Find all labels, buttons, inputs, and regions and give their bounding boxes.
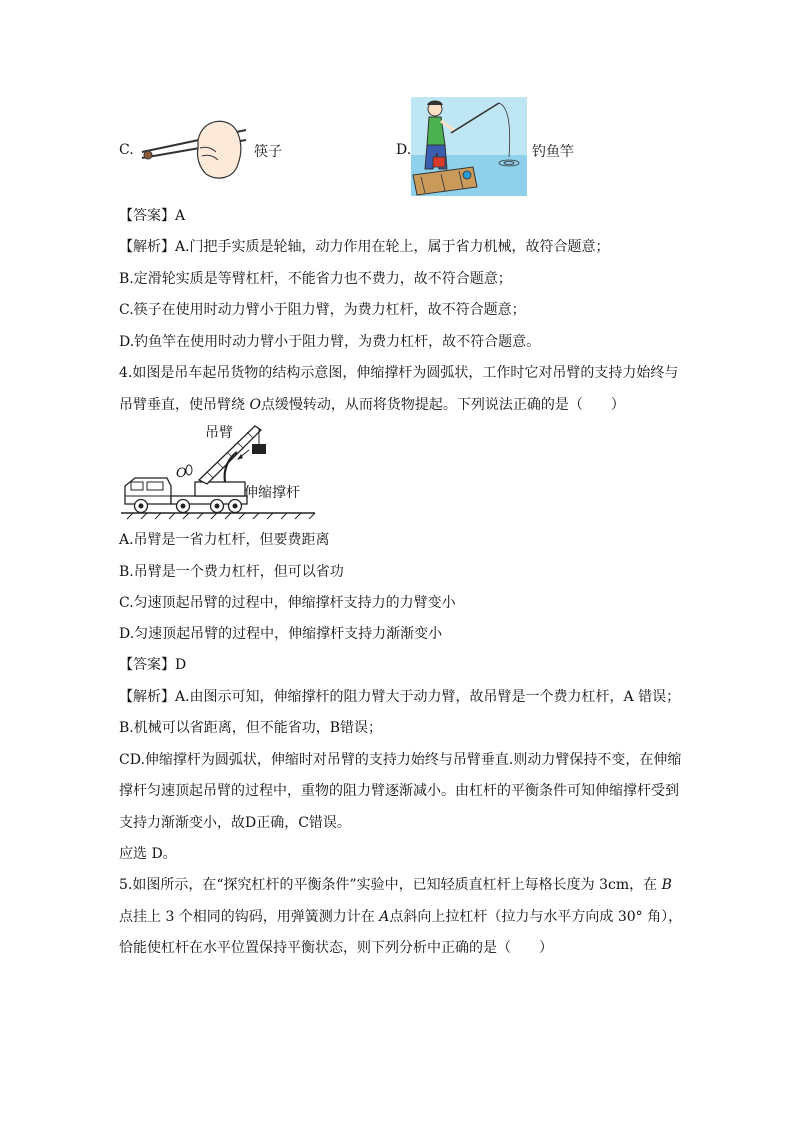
chopsticks-caption: 筷子 (254, 144, 282, 160)
q5-stem-line-3: 恰能使杠杆在水平位置保持平衡状态，则下列分析中正确的是（ ） (119, 940, 553, 956)
strut-label: 伸缩撑杆 (244, 485, 300, 501)
q4-analysis-line-2: B.机械可以省距离，但不能省功，B错误； (119, 720, 383, 736)
pivot-o-label: O (176, 466, 187, 481)
option-c-label: C. (119, 142, 134, 158)
boom-label: 吊臂 (205, 425, 233, 441)
q3-analysis-line-1: 【解析】A.门把手实质是轮轴，动力作用在轮上，属于省力机械，故符合题意； (119, 239, 610, 255)
q4-option-d: D.匀速顶起吊臂的过程中，伸缩撑杆支持力渐渐变小 (119, 626, 443, 642)
q4-conclusion: 应选 D。 (119, 846, 177, 862)
q3-analysis-line-3: C.筷子在使用时动力臂小于阻力臂，为费力杠杆，故不符合题意； (119, 302, 526, 318)
q3-analysis-line-4: D.钓鱼竿在使用时动力臂小于阻力臂，为费力杠杆，故不符合题意。 (119, 334, 541, 350)
q3-answer: 【答案】A (119, 208, 186, 224)
fishing-rod-caption: 钓鱼竿 (532, 144, 574, 160)
q5-stem-line-2: 点挂上 3 个相同的钩码，用弹簧测力计在 A点斜向上拉杠杆（拉力与水平方向成 30° 角）， (119, 909, 683, 925)
q4-stem-line-1: 4.如图是吊车起吊货物的结构示意图，伸缩撑杆为圆弧状，工作时它对吊臂的支持力始终与 (119, 365, 679, 381)
fishing-rod-illustration (411, 97, 527, 196)
q4-answer: 【答案】D (119, 657, 187, 673)
q4-option-c: C.匀速顶起吊臂的过程中，伸缩撑杆支持力的力臂变小 (119, 595, 456, 611)
q4-stem-line-2: 吊臂垂直，使吊臂绕 O点缓慢转动，从而将货物提起。下列说法正确的是（ ） (119, 397, 625, 413)
q4-analysis-line-1: 【解析】A.由图示可知，伸缩撑杆的阻力臂大于动力臂，故吊臂是一个费力杠杆，A 错误； (119, 689, 681, 705)
chopsticks-illustration (140, 118, 248, 184)
q4-analysis-line-3: CD.伸缩撑杆为圆弧状，伸缩时对吊臂的支持力始终与吊臂垂直.则动力臂保持不变，在伸缩 (119, 752, 682, 768)
q4-option-b: B.吊臂是一个费力杠杆，但可以省功 (119, 564, 344, 580)
q4-option-a: A.吊臂是一省力杠杆，但要费距离 (119, 532, 330, 548)
q5-stem-line-1: 5.如图所示，在“探究杠杆的平衡条件”实验中，已知轻质直杠杆上每格长度为 3cm，在 B (119, 877, 672, 893)
option-d-label: D. (396, 142, 412, 158)
q3-analysis-line-2: B.定滑轮实质是等臂杠杆，不能省力也不费力，故不符合题意； (119, 271, 512, 287)
q4-analysis-line-5: 支持力渐渐变小，故D正确，C错误。 (119, 815, 351, 831)
q4-analysis-line-4: 撑杆匀速顶起吊臂的过程中，重物的阻力臂逐渐减小。由杠杆的平衡条件可知伸缩撑杆受到 (119, 783, 679, 799)
